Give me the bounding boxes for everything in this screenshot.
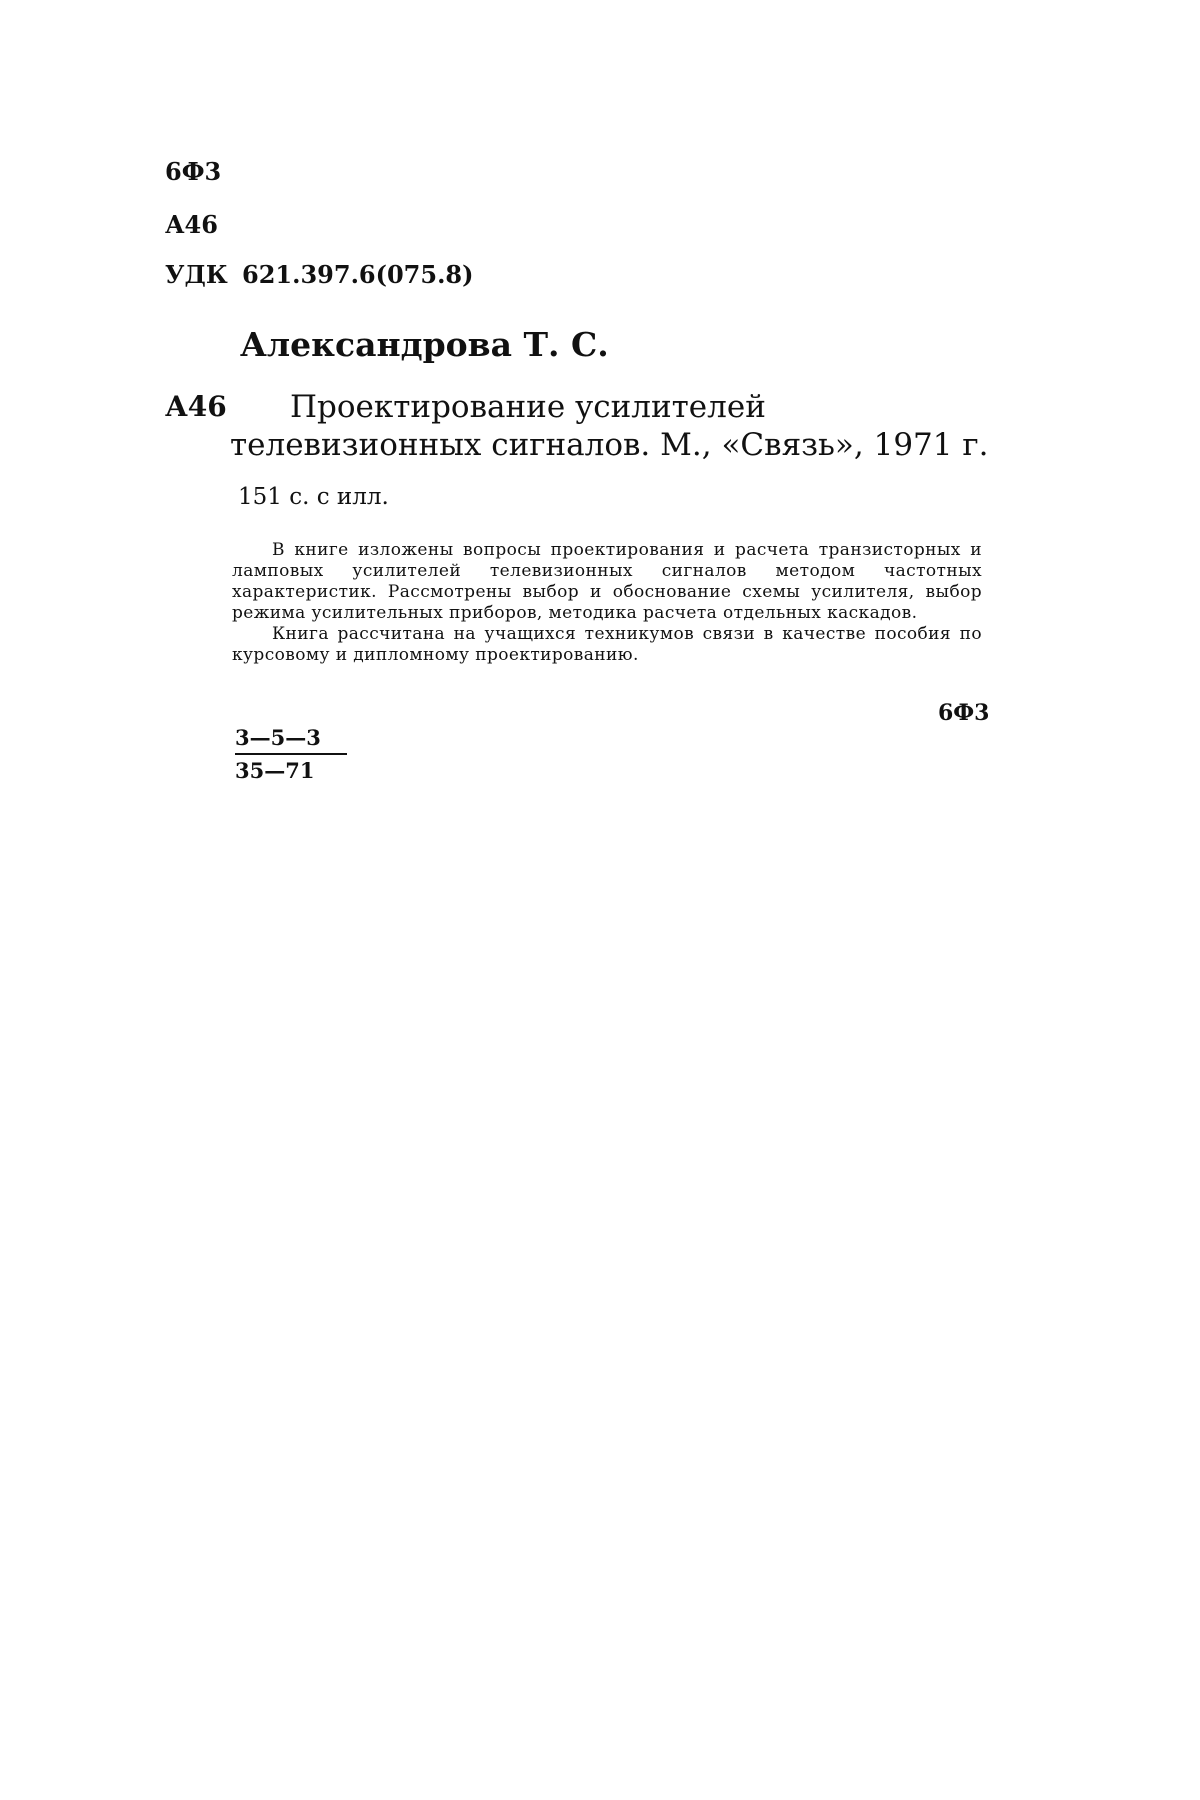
card-bbk-index: 6Ф3	[938, 700, 990, 726]
annotation-paragraph: Книга рассчитана на учащихся техникумов связи в качестве пособия по курсовому и дипломному проектированию.	[232, 624, 982, 665]
annotation-paragraph: В книге изложены вопросы проектирования и расчета транзисторных и ламповых усилителей телевизионных сигналов методом частотных характеристик. Рассмотрены выбор и обоснование схемы усилителя, выбор режима усилительных приборов, методика расчета отдельных каскадов.	[232, 540, 982, 623]
page-count: 151 с. с илл.	[238, 484, 389, 510]
author-name: Александрова Т. С.	[240, 325, 609, 364]
annotation	[232, 540, 982, 666]
udk-label: УДК	[165, 260, 228, 289]
card-author-mark: А46	[165, 390, 227, 423]
order-number	[235, 725, 347, 783]
udk-line	[165, 260, 473, 289]
author-mark: А46	[165, 210, 218, 239]
book-title: Проектирование усилителей телевизионных сигналов. М., «Связь», 1971 г.	[230, 389, 989, 463]
bbk-index: 6Ф3	[165, 157, 222, 186]
order-numerator: 3—5—3	[235, 725, 347, 755]
order-denominator: 35—71	[235, 758, 315, 783]
udk-value: 621.397.6(075.8)	[242, 260, 474, 289]
